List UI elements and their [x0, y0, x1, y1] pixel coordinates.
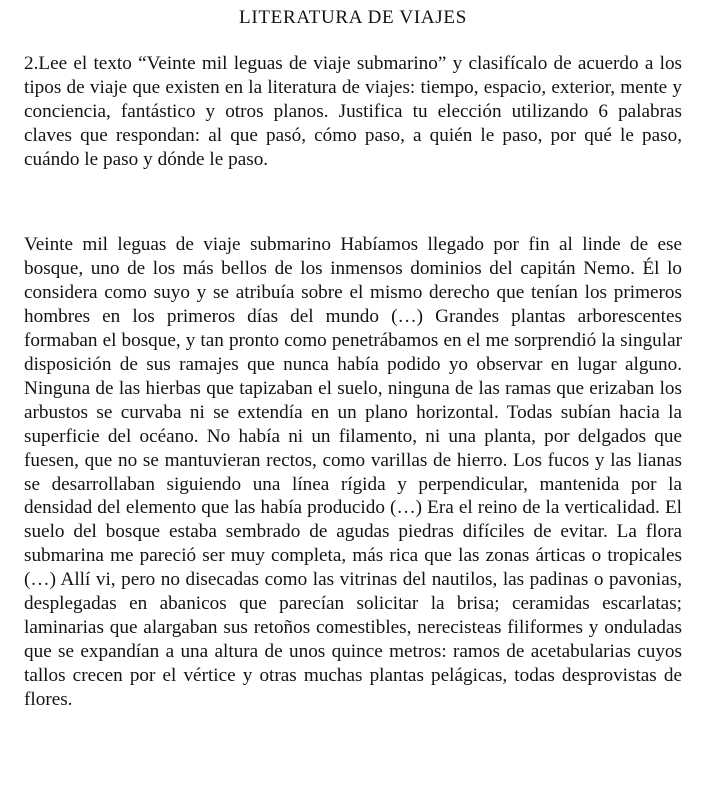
question-paragraph: 2.Lee el texto “Veinte mil leguas de viaje submarino” y clasifícalo de acuerdo a los tipos de viaje que existen en la literatura de viajes: tiempo, espacio, exterior, mente y conciencia, fantástico y otros planos. Justifica tu elección utilizando 6 palabras claves que respondan: al que pasó, cómo paso, a quién le paso, por qué le paso, cuándo le paso y dónde le paso.: [24, 53, 682, 170]
excerpt-paragraph: Veinte mil leguas de viaje submarino Habíamos llegado por fin al linde de ese bosque, uno de los más bellos de los inmensos dominios del capitán Nemo. Él lo considera como suyo y se atribuía sobre el mismo derecho que tenían los primeros hombres en los primeros días del mundo (…) Grandes plantas arborescentes formaban el bosque, y tan pronto como penetrábamos en el me sorprendió la singular disposición de sus ramajes que nunca había podido yo observar en lugar alguno. Ninguna de las hierbas que tapizaban el suelo, ninguna de las ramas que erizaban los arbustos se curvaba ni se extendía en un plano horizontal. Todas subían hacia la superficie del océano. No había ni un filamento, ni una planta, por delgados que fuesen, que no se mantuvieran rectos, como varillas de hierro. Los fucos y las lianas se desarrollaban siguiendo una línea rígida y perpendicular, mantenida por la densidad del elemento que las había producido (…) Era el reino de la verticalidad. El suelo del bosque estaba sembrado de agudas piedras difíciles de evitar. La flora submarina me pareció ser muy completa, más rica que las zonas árticas o tropicales (…) Allí vi, pero no disecadas como las vitrinas del nautilos, las padinas o pavonias, desplegadas en abanicos que parecían solicitar la brisa; ceramidas escarlatas; laminarias que alargaban sus retoños comestibles, nerecisteas filiformes y onduladas que se expandían a una altura de unos quince metros: ramos de acetabularias cuyos tallos crecen por el vértice y otras muchas plantas pelágicas, todas desprovistas de flores.: [24, 234, 682, 711]
page-title: LITERATURA DE VIAJES: [239, 7, 467, 28]
excerpt-section: [24, 233, 682, 712]
question-section: [24, 52, 682, 172]
